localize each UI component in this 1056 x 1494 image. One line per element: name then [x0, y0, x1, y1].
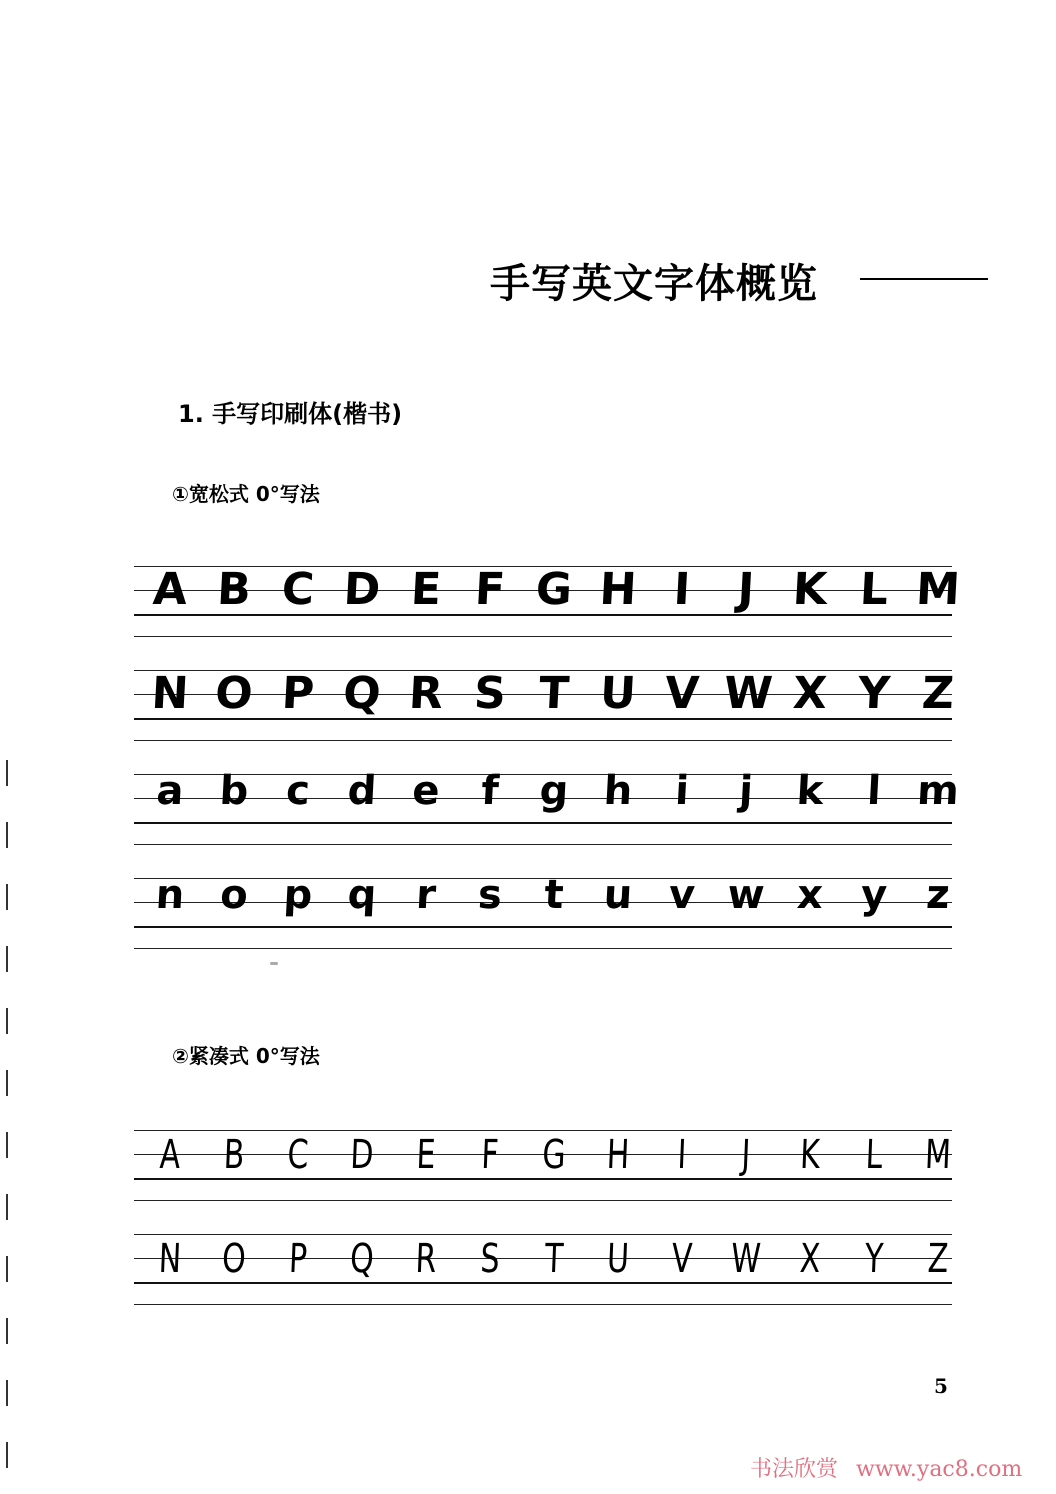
letter-I: I: [676, 1132, 688, 1178]
letter-m: m: [915, 768, 961, 814]
letter-q: q: [346, 872, 378, 918]
practice-row-1-4: [134, 872, 952, 958]
letter-o: o: [219, 872, 249, 918]
letter-K: K: [791, 564, 829, 615]
letter-b: b: [218, 768, 250, 814]
letter-X: X: [798, 1236, 822, 1282]
letter-Y: Y: [856, 668, 892, 719]
letter-N: N: [157, 1236, 183, 1282]
ruled-line: [134, 636, 952, 637]
letter-E: E: [409, 564, 443, 615]
ruled-line: [134, 844, 952, 845]
practice-row-2-2: [134, 1234, 952, 1314]
practice-row-1-2: [134, 668, 956, 750]
letter-A: A: [151, 564, 189, 615]
letter-t: t: [543, 872, 565, 918]
ruled-line: [134, 740, 952, 741]
section-heading: 1. 手写印刷体(楷书): [178, 400, 403, 428]
letter-h: h: [602, 768, 634, 814]
margin-tick: [6, 946, 8, 972]
letter-M: M: [914, 564, 962, 615]
margin-tick: [6, 1318, 8, 1344]
letter-Q: Q: [341, 668, 383, 719]
ruled-line: [134, 948, 952, 949]
letter-W: W: [730, 1236, 762, 1282]
letter-e: e: [411, 768, 441, 814]
letter-H: H: [598, 564, 638, 615]
smudge-mark: [270, 962, 278, 965]
watermark: [750, 1452, 1022, 1483]
letter-G: G: [541, 1132, 567, 1178]
margin-tick: [6, 884, 8, 910]
letter-B: B: [222, 1132, 246, 1178]
letter-Z: Z: [920, 668, 956, 719]
ruled-line: [134, 1178, 952, 1180]
margin-tick: [6, 1256, 8, 1282]
letter-J: J: [736, 564, 756, 615]
letter-W: W: [722, 668, 774, 719]
ruled-line: [134, 1130, 952, 1131]
letter-S: S: [479, 1236, 501, 1282]
letter-B: B: [215, 564, 253, 615]
letter-T: T: [537, 668, 571, 719]
letter-R: R: [414, 1236, 438, 1282]
letter-y: y: [859, 872, 889, 918]
letter-A: A: [158, 1132, 182, 1178]
page-number: 5: [934, 1374, 948, 1398]
letter-x: x: [795, 872, 825, 918]
letter-N: N: [150, 668, 190, 719]
letter-D: D: [349, 1132, 375, 1178]
watermark-site-name: 书法欣赏: [750, 1457, 839, 1482]
ruled-line: [134, 926, 952, 928]
letter-r: r: [414, 872, 438, 918]
letter-F: F: [480, 1132, 500, 1178]
letter-P: P: [288, 1236, 308, 1282]
practice-row-1-3: [134, 768, 961, 854]
letter-F: F: [473, 564, 507, 615]
margin-tick: [6, 1132, 8, 1158]
letter-c: c: [284, 768, 312, 814]
letter-L: L: [864, 1132, 884, 1178]
letter-v: v: [667, 872, 697, 918]
letter-C: C: [286, 1132, 310, 1178]
letter-j: j: [737, 768, 755, 814]
letter-k: k: [795, 768, 825, 814]
letter-d: d: [346, 768, 378, 814]
letter-C: C: [280, 564, 316, 615]
letter-a: a: [155, 768, 185, 814]
letter-Q: Q: [349, 1236, 375, 1282]
letter-z: z: [925, 872, 951, 918]
letter-U: U: [598, 668, 638, 719]
margin-tick: [6, 1380, 8, 1406]
margin-tick: [6, 1194, 8, 1220]
page-title: 手写英文字体概览: [490, 261, 818, 307]
title-rule: [860, 278, 988, 280]
letter-u: u: [602, 872, 634, 918]
subsection-heading-compact: ②紧凑式 0°写法: [172, 1044, 320, 1068]
letter-G: G: [534, 564, 574, 615]
margin-tick: [6, 1070, 8, 1096]
practice-row-1-1: [134, 564, 962, 646]
margin-tick: [6, 1008, 8, 1034]
letter-O: O: [213, 668, 255, 719]
letter-L: L: [858, 564, 890, 615]
letter-D: D: [342, 564, 382, 615]
letter-p: p: [282, 872, 314, 918]
letter-g: g: [538, 768, 570, 814]
margin-tick: [6, 760, 8, 786]
letter-P: P: [280, 668, 316, 719]
letter-T: T: [543, 1236, 565, 1282]
subsection-heading-loose: ①宽松式 0°写法: [172, 482, 320, 506]
watermark-url: www.yac8.com: [856, 1457, 1023, 1482]
letter-s: s: [476, 872, 504, 918]
ruled-line: [134, 1200, 952, 1201]
letter-V: V: [670, 1236, 694, 1282]
letter-l: l: [865, 768, 883, 814]
letter-n: n: [154, 872, 186, 918]
letter-i: i: [673, 768, 691, 814]
letter-O: O: [221, 1236, 247, 1282]
margin-tick: [6, 822, 8, 848]
letter-Y: Y: [863, 1236, 885, 1282]
letter-X: X: [791, 668, 829, 719]
letter-Z: Z: [926, 1236, 950, 1282]
letter-w: w: [726, 872, 766, 918]
letter-f: f: [480, 768, 500, 814]
letter-R: R: [407, 668, 445, 719]
letter-V: V: [663, 668, 701, 719]
letter-K: K: [799, 1132, 821, 1178]
letter-M: M: [924, 1132, 952, 1178]
letter-I: I: [672, 564, 692, 615]
letter-U: U: [606, 1236, 630, 1282]
practice-row-2-1: [134, 1130, 952, 1210]
letter-S: S: [472, 668, 508, 719]
letter-H: H: [605, 1132, 631, 1178]
ruled-line: [134, 822, 952, 824]
letter-J: J: [740, 1132, 752, 1178]
ruled-line: [134, 1282, 952, 1284]
letter-E: E: [415, 1132, 437, 1178]
margin-tick: [6, 1442, 8, 1468]
ruled-line: [134, 1304, 952, 1305]
ruled-line: [134, 1234, 952, 1235]
